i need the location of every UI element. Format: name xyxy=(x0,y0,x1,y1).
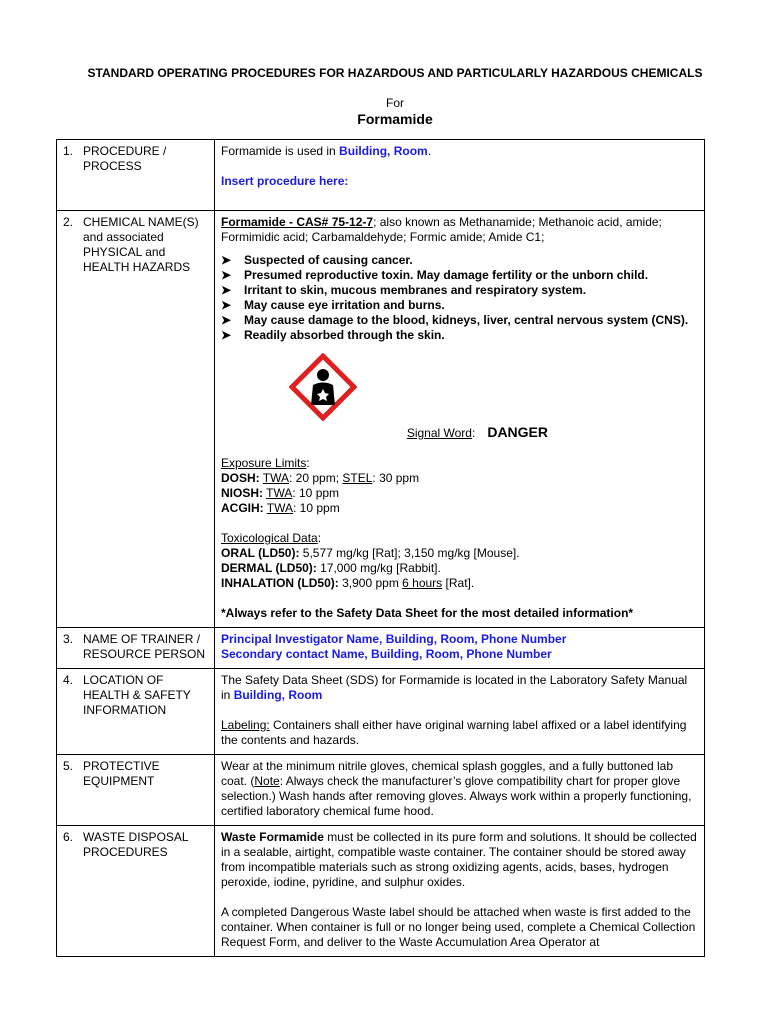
ppe-note: Note xyxy=(254,774,280,788)
chemical-cell: Formamide - CAS# 75-12-7; also known as Methanamide; Methanoic acid, amide; Formimidic acid; Carbamaldehyde; Formic amide; Amide C1; ➤ Suspected of causing cancer. ➤ Presumed reproductive toxin. May damage fertility or the unborn child. ➤ Irritant to skin, mucous membranes and respiratory system. ➤ May cause eye irritation and burns. ➤ May cause damage to the blood, kidneys, liver, central nervous system (CNS). ➤ Readily absorbed through the skin. Signal Word: DANGER Exposure Limits: DOSH: TWA: 20 ppm; STEL: 30 ppm NIOSH: TWA: 10 ppm ACGIH: TWA: 10 ppm Toxicological Data: ORAL (LD50): 5,577 mg/kg [Rat]; 3,150 mg/kg [Mouse]. DERMAL (LD50): 17,000 mg/kg [Rabbit]. INHALATION (LD50): 3,900 ppm 6 hours [Rat]. *Always refer to the Safety Data Sheet for the most detailed information* xyxy=(215,211,705,628)
waste-bold: Waste Formamide xyxy=(221,830,324,844)
procedure-period: . xyxy=(427,144,432,158)
list-item xyxy=(221,298,698,313)
exposure-title: Exposure Limits xyxy=(221,456,307,470)
waste-text: must be collected in its pure form and solutions. It should be collected in a sealable, airtight, compatible waste container. The container should be stored away from incompatible materials such as strong oxidizing agents, acids, bases, hydrogen peroxide, iodine, pyridine, and sulphur oxides. xyxy=(221,830,697,889)
secondary-contact: Secondary contact Name, Building, Room, Phone Number xyxy=(221,647,552,661)
row-label: NAME OF TRAINER / RESOURCE PERSON xyxy=(83,632,206,661)
list-item xyxy=(221,283,698,298)
for-label: For xyxy=(386,96,404,110)
row-label: WASTE DISPOSAL PROCEDURES xyxy=(83,830,189,859)
table-row xyxy=(57,628,705,669)
trainer-cell xyxy=(215,628,705,669)
chemical-name-heading: Formamide xyxy=(357,111,433,127)
signal-word-line xyxy=(221,425,698,441)
inhalation-tail: [Rat]. xyxy=(442,576,475,590)
dosh-twa: TWA xyxy=(262,471,290,485)
sds-reminder: *Always refer to the Safety Data Sheet for the most detailed information* xyxy=(221,606,634,620)
location-info-cell xyxy=(215,669,705,755)
hazard-text: Irritant to skin, mucous membranes and respiratory system. xyxy=(244,283,587,297)
health-hazard-icon xyxy=(289,353,357,421)
list-item xyxy=(221,268,698,283)
signal-word: DANGER xyxy=(487,424,548,440)
row-number: 6. xyxy=(63,830,74,844)
niosh-value: : 10 ppm xyxy=(292,486,340,500)
hazard-text: May cause damage to the blood, kidneys, liver, central nervous system (CNS). xyxy=(244,313,689,327)
labeling-text: Containers shall either have original warning label affixed or a label identifying the contents and hazards. xyxy=(221,718,687,747)
insert-procedure: Insert procedure here: xyxy=(221,174,349,188)
row-number: 1. xyxy=(63,144,74,158)
arrow-bullet-icon: ➤ xyxy=(221,253,232,267)
waste-text-2: A completed Dangerous Waste label should be attached when waste is first added to the container. When container is full or no longer being used, complete a Chemical Collection Request Form, and deliver to the Waste Accumulation Area Operator at xyxy=(221,905,696,949)
pi-contact: Principal Investigator Name, Building, Room, Phone Number xyxy=(221,632,567,646)
sds-location-text: The Safety Data Sheet (SDS) for Formamide is located in the Laboratory Safety Manual in xyxy=(221,673,688,702)
inhalation-label: INHALATION (LD50): xyxy=(221,576,339,590)
list-item xyxy=(221,253,698,268)
hazard-text: Suspected of causing cancer. xyxy=(244,253,413,267)
dermal-value: 17,000 mg/kg [Rabbit]. xyxy=(316,561,441,575)
waste-cell xyxy=(215,826,705,957)
table-row xyxy=(57,211,705,628)
list-item xyxy=(221,328,698,343)
hazard-list xyxy=(221,253,698,343)
dosh-stel-value: : 30 ppm xyxy=(372,471,420,485)
table-row xyxy=(57,669,705,755)
niosh-twa: TWA xyxy=(266,486,293,500)
row-label-cell xyxy=(57,755,215,826)
signal-colon: : xyxy=(471,426,476,440)
procedure-location: Building, Room xyxy=(339,144,428,158)
dosh-label: DOSH: xyxy=(221,471,260,485)
hazard-text: Readily absorbed through the skin. xyxy=(244,328,445,342)
row-label-cell xyxy=(57,140,215,211)
row-label-cell xyxy=(57,628,215,669)
row-number: 5. xyxy=(63,759,74,773)
procedure-text: Formamide is used in xyxy=(221,144,340,158)
niosh-label: NIOSH: xyxy=(221,486,263,500)
table-row xyxy=(57,140,705,211)
sds-location: Building, Room xyxy=(233,688,323,702)
list-item xyxy=(221,313,698,328)
ppe-text: Wear at the minimum nitrile gloves, chemical splash goggles, and a fully buttoned lab coat. ( xyxy=(221,759,674,788)
row-label-cell xyxy=(57,211,215,628)
row-label-cell xyxy=(57,826,215,957)
row-label: PROTECTIVE EQUIPMENT xyxy=(83,759,160,788)
ppe-text-2: : Always check the manufacturer’s glove compatibility chart for proper glove selection.) Wash hands after removing gloves. Always work within a properly functioning, certified laboratory chemical fume hood. xyxy=(221,774,692,818)
arrow-bullet-icon: ➤ xyxy=(221,298,232,312)
oral-label: ORAL (LD50): xyxy=(221,546,300,560)
signal-word-label: Signal Word xyxy=(406,426,472,440)
labeling-label: Labeling: xyxy=(221,718,270,732)
dosh-value: : 20 ppm; xyxy=(289,471,343,485)
hazard-text: Presumed reproductive toxin. May damage fertility or the unborn child. xyxy=(244,268,649,282)
acgih-twa: TWA xyxy=(266,501,294,515)
arrow-bullet-icon: ➤ xyxy=(221,328,232,342)
cas-number: Formamide - CAS# 75-12-7 xyxy=(221,215,374,229)
row-number: 2. xyxy=(63,215,74,229)
row-label: LOCATION OF HEALTH & SAFETY INFORMATION xyxy=(83,673,191,717)
hazard-text: May cause eye irritation and burns. xyxy=(244,298,445,312)
synonyms: ; also known as Methanamide; Methanoic acid, amide; Formimidic acid; Carbamaldehyde; Formic amide; Amide C1; xyxy=(221,215,662,244)
row-number: 3. xyxy=(63,632,74,646)
dermal-label: DERMAL (LD50): xyxy=(221,561,317,575)
inhalation-hours: 6 hours xyxy=(402,576,443,590)
inhalation-value: 3,900 ppm xyxy=(338,576,403,590)
oral-value: 5,577 mg/kg [Rat]; 3,150 mg/kg [Mouse]. xyxy=(299,546,520,560)
row-label-cell xyxy=(57,669,215,755)
arrow-bullet-icon: ➤ xyxy=(221,283,232,297)
row-label: PROCEDURE / PROCESS xyxy=(83,144,167,173)
sop-table xyxy=(56,139,705,957)
document-title: STANDARD OPERATING PROCEDURES FOR HAZARDOUS AND PARTICULARLY HAZARDOUS CHEMICALS xyxy=(87,66,703,80)
dosh-stel: STEL xyxy=(342,471,373,485)
ppe-cell xyxy=(215,755,705,826)
acgih-label: ACGIH: xyxy=(221,501,264,515)
arrow-bullet-icon: ➤ xyxy=(221,313,232,327)
procedure-cell xyxy=(215,140,705,211)
acgih-value: : 10 ppm xyxy=(293,501,340,515)
arrow-bullet-icon: ➤ xyxy=(221,268,232,282)
row-label: CHEMICAL NAME(S) and associated PHYSICAL and HEALTH HAZARDS xyxy=(83,215,199,274)
table-row xyxy=(57,755,705,826)
pictogram-row xyxy=(221,353,698,425)
table-row xyxy=(57,826,705,957)
row-number: 4. xyxy=(63,673,74,687)
tox-title: Toxicological Data xyxy=(221,531,318,545)
